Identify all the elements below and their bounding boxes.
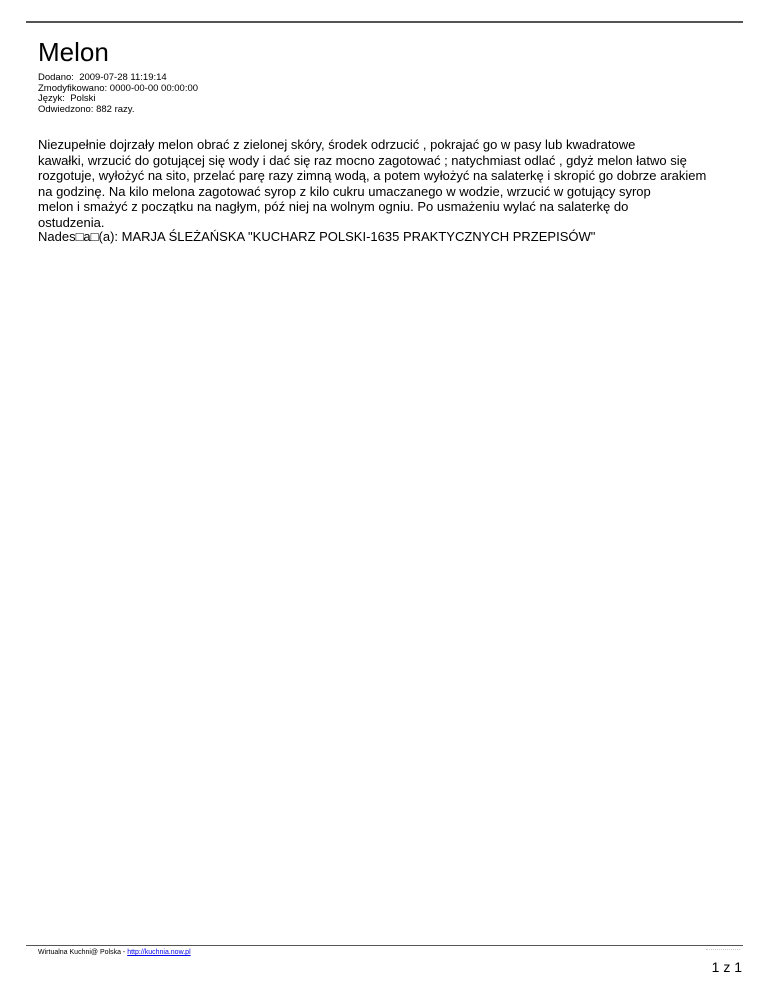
footer-site xyxy=(38,948,191,957)
sent-by: Nades□a□(a): MARJA ŚLEŻAŃSKA "KUCHARZ POLSKI-1635 PRAKTYCZNYCH PRZEPISÓW" xyxy=(38,229,596,244)
added-date: Dodano: 2009-07-28 11:19:14 xyxy=(38,72,167,83)
footer-site-name: Wirtualna Kuchni@ Polska - xyxy=(38,949,128,956)
page-number: 1 z 1 xyxy=(711,959,742,975)
footer-faint-mark xyxy=(706,949,740,950)
page-title: Melon xyxy=(38,37,109,67)
recipe-text-line: ostudzenia. xyxy=(38,214,105,230)
visit-count: Odwiedzono: 882 razy. xyxy=(38,103,135,115)
recipe-text-line: kawałki, wrzucić do gotującej się wody i dać się raz mocno zagotować ; natychmiast odlać , gdyż melon łatwo się xyxy=(38,152,687,168)
footer-site-link[interactable]: http://kuchnia.now.pl xyxy=(127,949,191,956)
recipe-text-line: Niezupełnie dojrzały melon obrać z zielonej skóry, środek odrzucić , pokrajać go w pasy lub kwadratowe xyxy=(38,137,636,152)
recipe-text-line: na godzinę. Na kilo melona zagotować syrop z kilo cukru umaczanego w wodzie, wrzucić w gotujący syrop xyxy=(38,183,651,199)
recipe-text-line: rozgotuje, wyłożyć na sito, przelać parę razy zimną wodą, a potem wyłożyć na salaterkę i skropić go dobrze arakiem xyxy=(38,168,707,183)
language: Język: Polski xyxy=(38,93,96,104)
modified-date: Zmodyfikowano: 0000-00-00 00:00:00 xyxy=(38,82,199,94)
recipe-text xyxy=(38,137,728,230)
recipe-text-line: melon i smażyć z początku na nagłym, póź niej na wolnym ogniu. Po usmażeniu wylać na salaterkę do xyxy=(38,199,629,214)
article-metadata xyxy=(38,73,198,115)
bottom-divider xyxy=(26,945,743,946)
top-divider xyxy=(26,21,743,23)
